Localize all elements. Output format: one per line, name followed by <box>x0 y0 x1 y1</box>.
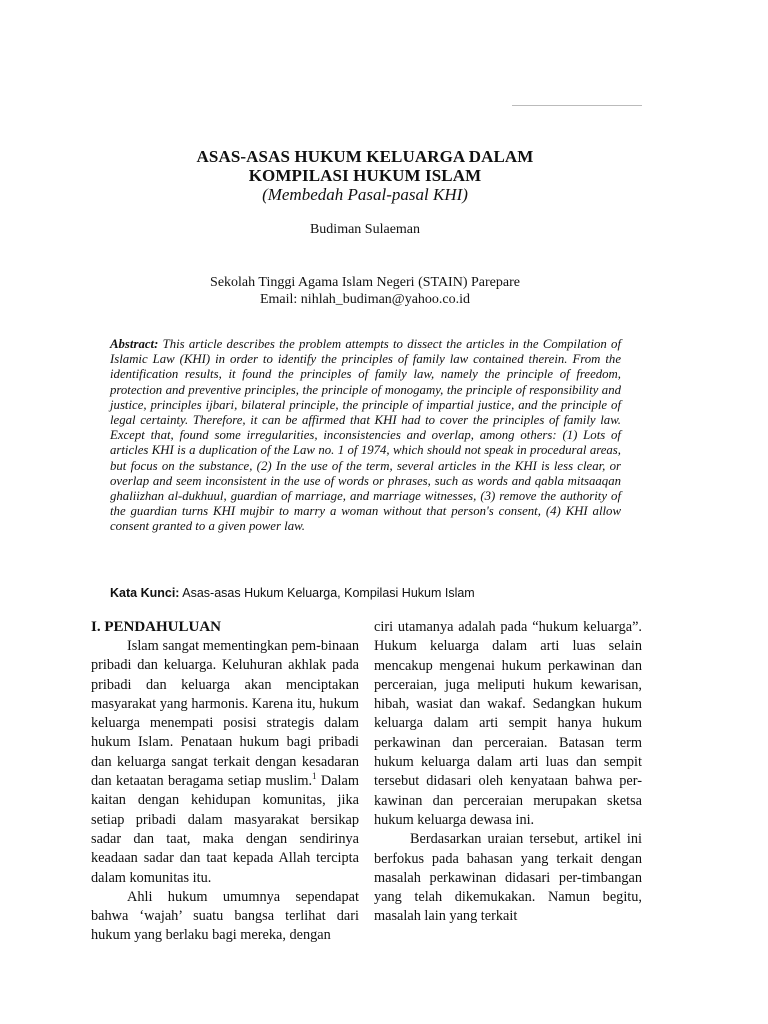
abstract <box>110 337 621 535</box>
paragraph-text: Islam sangat mementingkan pem-binaan pribadi dan keluarga. Keluhuran akhlak pada pribadi dan keluarga akan menciptakan masyarakat yang harmonis. Karena itu, hukum keluarga menempati posisi strategis dalam hukum Islam. Penataan hukum bagi pribadi dan keluarga sangat terkait dengan kesadaran dan ketaatan beragama setiap muslim. <box>91 638 359 790</box>
title-line-1: ASAS-ASAS HUKUM KELUARGA DALAM <box>196 147 534 166</box>
paragraph-text: Dalam kaitan dengan kehidupan komunitas, jika setiap pribadi dalam masyarakat bersikap sadar dan taat, maka dengan sendirinya keadaan sadar dan taat kepada Allah tercipta dalam komunitas itu. <box>91 773 359 886</box>
right-column <box>374 618 642 927</box>
title-block <box>90 147 640 205</box>
abstract-label: Abstract: <box>110 337 159 351</box>
paragraph: Ahli hukum umumnya sependapat bahwa ‘wajah’ suatu bangsa terlihat dari hukum yang berlaku bagi mereka, dengan <box>91 888 359 944</box>
author-name: Budiman Sulaeman <box>309 222 421 237</box>
paragraph: ciri utamanya adalah pada “hukum keluarga”. Hukum keluarga dalam arti luas selain mencakup mengenai hukum perkawinan dan perceraian, juga meliputi hukum kewarisan, hibah, wasiat dan wakaf. Sedangkan hukum keluarga dalam arti sempit hanya hukum perkawinan dan perceraian. Batasan term hukum keluarga dalam arti luas dan sempit tersebut didasari oleh kenyataan bahwa per-kawinan dan perceraian merupakan sketsa hukum keluarga dewasa ini. <box>374 619 642 828</box>
affiliation <box>90 274 640 308</box>
keywords-label: Kata Kunci: <box>110 586 180 600</box>
left-column <box>91 618 359 946</box>
subtitle: (Membedah Pasal-pasal KHI) <box>262 185 468 204</box>
footnote-ref: 1 <box>312 771 317 782</box>
email: Email: nihlah_budiman@yahoo.co.id <box>259 292 471 307</box>
keywords-text: Asas-asas Hukum Keluarga, Kompilasi Hukum Islam <box>182 586 475 600</box>
header-rule <box>512 105 642 106</box>
section-heading: I. PENDAHULUAN <box>91 619 222 635</box>
abstract-text: This article describes the problem attempts to dissect the articles in the Compilation of Islamic Law (KHI) in order to identify the principles of family law contained therein. From the identification results, it found the principles of family law, namely the principle of freedom, protection and preventive principles, the principle of monogamy, the principle of responsibility and justice, principles ijbari, bilateral principle, the principle of impartial justice, and the principle of legal certainty. Therefore, it can be affirmed that KHI had to cover the principles of family law. Except that, found some irregularities, inconsistencies and overlap, among others: (1) Lots of articles KHI is a duplication of the Law no. 1 of 1974, which should not speak in procedural areas, but focus on the substance, (2) In the use of the term, several articles in the KHI is less clear, or overlap and seem inconsistent in the use of words or phrases, such as words and qabla mitsaaqan ghaliizhan al-dukhuul, guardian of marriage, and marriage witnesses, (3) remove the authority of the guardian turns KHI mujbir to marry a woman without that person's consent, (4) KHI allow consent granted to a given power law. <box>110 337 622 534</box>
title-line-2: KOMPILASI HUKUM ISLAM <box>248 166 482 185</box>
paragraph: Berdasarkan uraian tersebut, artikel ini berfokus pada bahasan yang terkait dengan masalah perkawinan didasari per-timbangan yang telah dikemukakan. Namun begitu, masalah lain yang terkait <box>374 831 642 925</box>
institution: Sekolah Tinggi Agama Islam Negeri (STAIN) Parepare <box>210 275 520 290</box>
paragraph <box>91 637 359 888</box>
keywords <box>110 586 630 600</box>
